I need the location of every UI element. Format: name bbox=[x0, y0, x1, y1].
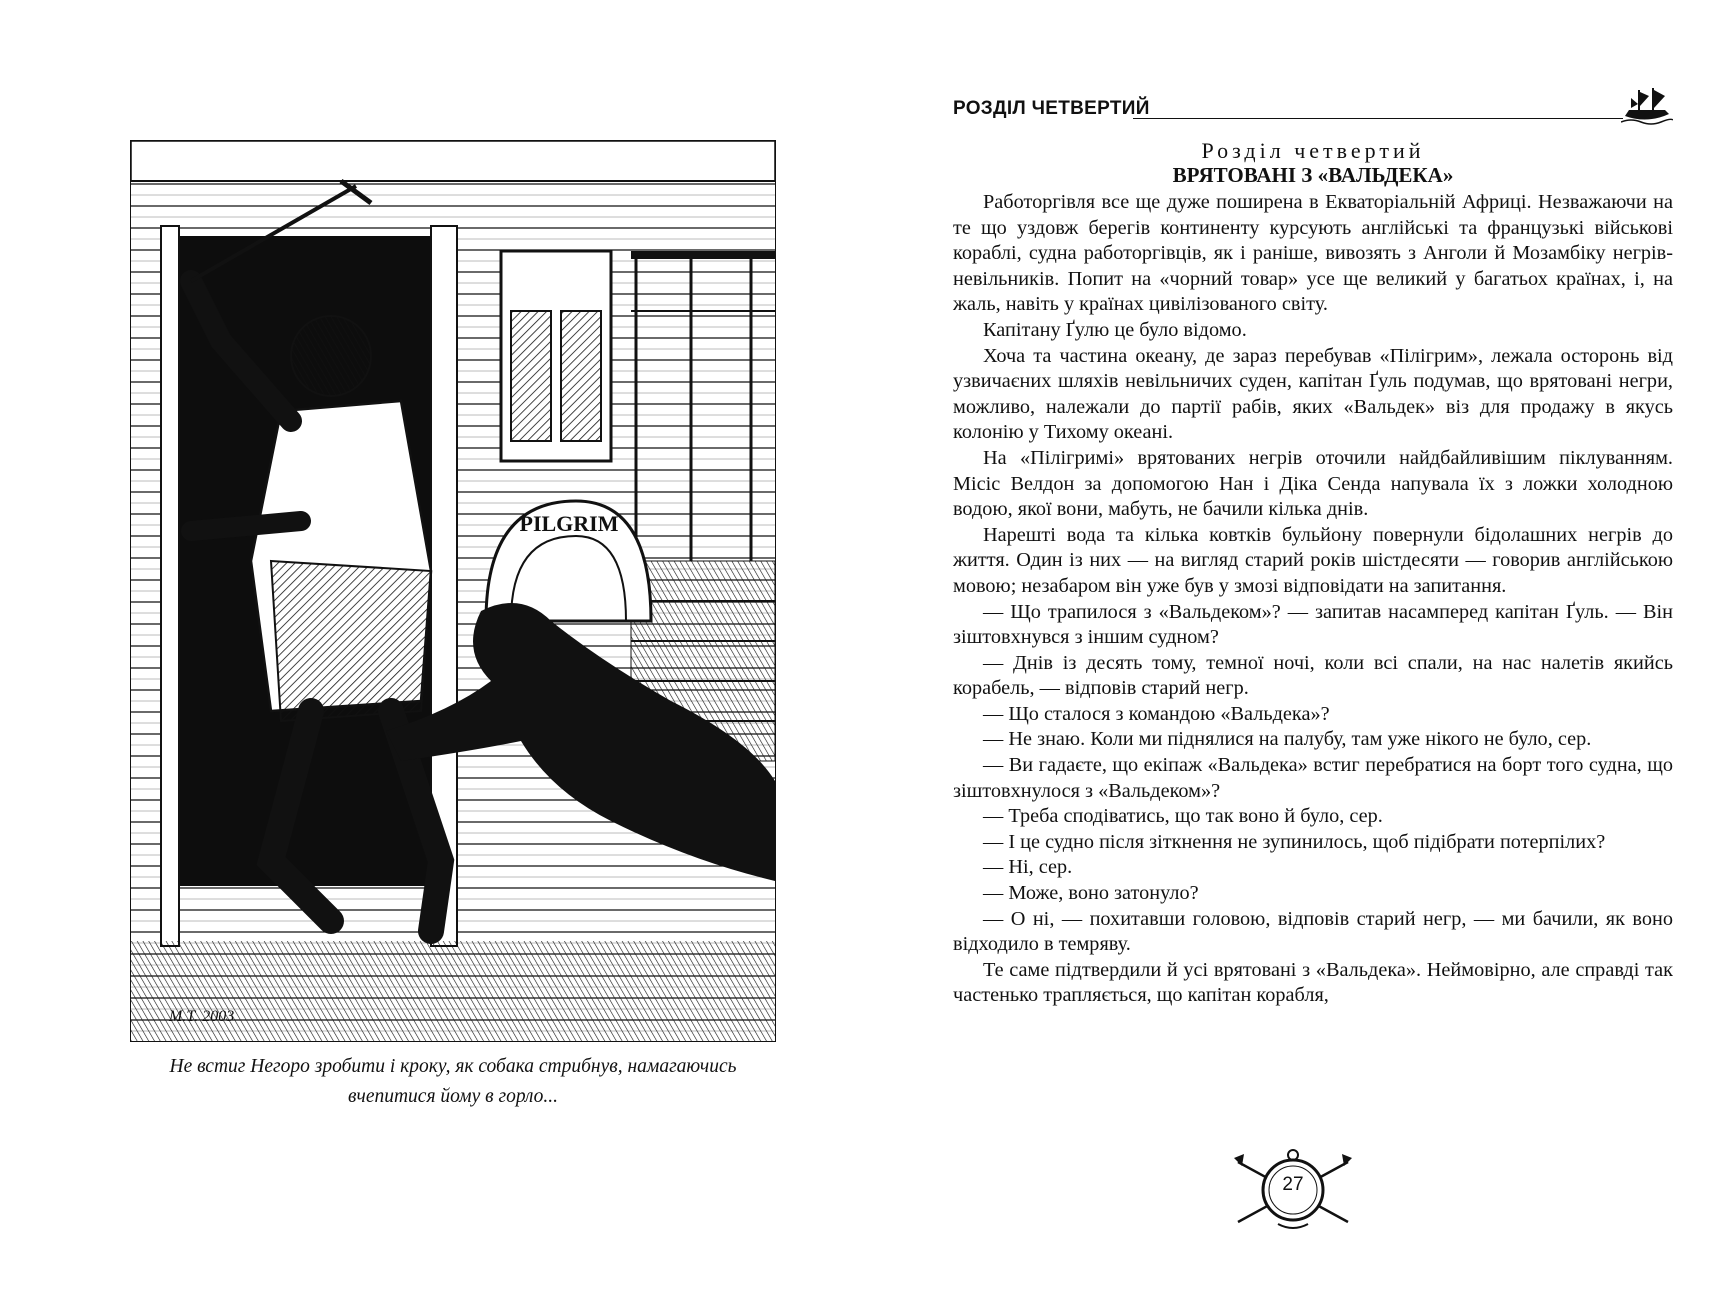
right-page bbox=[850, 0, 1713, 1299]
paragraph: Нарешті вода та кілька ковтків бульйону повернули бідолашних негрів до життя. Один із них — на вигляд старий років шістдесяти — говорив англійською мовою; незабаром він уже був у змозі відповідати на запитання. bbox=[953, 523, 1673, 597]
left-page bbox=[0, 0, 850, 1299]
chapter-label: Розділ четвертий bbox=[1201, 138, 1425, 163]
running-head bbox=[953, 92, 1673, 128]
running-head-rule bbox=[1133, 118, 1623, 119]
artist-signature: М.Т. 2003 bbox=[169, 1008, 235, 1025]
page-number-ornament bbox=[1228, 1142, 1358, 1232]
paragraph: — І це судно після зіткнення не зупинилось, щоб підібрати потерпілих? bbox=[983, 830, 1606, 853]
roof-beam bbox=[131, 141, 775, 181]
paragraph: — Що сталося з командою «Вальдека»? bbox=[983, 702, 1330, 725]
paragraph: — Ви гадаєте, що екіпаж «Вальдека» встиг перебратися на борт того судна, що зіштовхнулося з «Вальдеком»? bbox=[953, 754, 1673, 802]
illustration-drawing bbox=[131, 141, 775, 1041]
paragraph: — Може, воно затонуло? bbox=[983, 882, 1199, 905]
chapter-title: ВРЯТОВАНІ З «ВАЛЬДЕКА» bbox=[1172, 163, 1454, 187]
body-text bbox=[953, 190, 1673, 1009]
paragraph: Хоча та частина океану, де зараз перебував «Пілігрим», лежала осторонь від узвичаєних шляхів невільничих суден, капітан Ґуль подумав, що врятовані негри, можливо, належали до партії рабів, яких «Вальдек» віз для продажу в якусь колонію у Тихому океані. bbox=[953, 344, 1673, 444]
paragraph: — Треба сподіватись, що так воно й було, сер. bbox=[983, 805, 1383, 828]
ship-icon bbox=[1621, 86, 1673, 126]
door-frame-left bbox=[161, 226, 179, 946]
paragraph: — Днів із десять тому, темної ночі, коли всі спали, на нас налетів якийсь корабель, — відповів старий негр. bbox=[953, 651, 1673, 700]
illustration bbox=[130, 140, 776, 1042]
page-number: 27 bbox=[1282, 1174, 1304, 1195]
paragraph: На «Пілігримі» врятованих негрів оточили найдбайливішим піклуванням. Місіс Велдон за допомогою Нан і Діка Сенда напувала їх з ложки холодною водою, якої вони, мабуть, не бачили кілька днів. bbox=[953, 446, 1673, 521]
paragraph: Капітану Ґулю це було відомо. bbox=[983, 318, 1247, 341]
cabin-window bbox=[501, 251, 611, 461]
paragraph: — О ні, — похитавши головою, відповів старий негр, — ми бачили, як воно відходило в темряву. bbox=[953, 907, 1673, 956]
paragraph: Те саме підтвердили й усі врятовані з «Вальдека». Неймовірно, але справді так частенько трапляється, що капітан корабля, bbox=[953, 958, 1673, 1007]
paragraph: — Що трапилося з «Вальдеком»? — запитав насамперед капітан Ґуль. — Він зіштовхнувся з іншим судном? bbox=[953, 600, 1673, 649]
illustration-caption: Не встиг Негоро зробити і кроку, як собака стрибнув, намагаючись вчепитися йому в горло... bbox=[169, 1056, 737, 1107]
paragraph: Работоргівля все ще дуже поширена в Екваторіальній Африці. Незважаючи на те що уздовж берегів континенту курсують англійські та французькі військові кораблі, судна работоргівців, як і раніше, вивозять з Анголи й Мозамбіку негрів-невільників. Попит на «чорний товар» усе ще великий у багатьох країнах, і, на жаль, навіть у країнах цивілізованого світу. bbox=[953, 191, 1673, 316]
running-head-title: РОЗДІЛ ЧЕТВЕРТИЙ bbox=[953, 98, 1150, 119]
sign-letters: PILGRIM bbox=[519, 511, 619, 536]
deck-floor bbox=[131, 941, 775, 1041]
paragraph: — Не знаю. Коли ми піднялися на палубу, там уже нікого не було, сер. bbox=[983, 728, 1592, 751]
paragraph: — Ні, сер. bbox=[983, 856, 1073, 879]
